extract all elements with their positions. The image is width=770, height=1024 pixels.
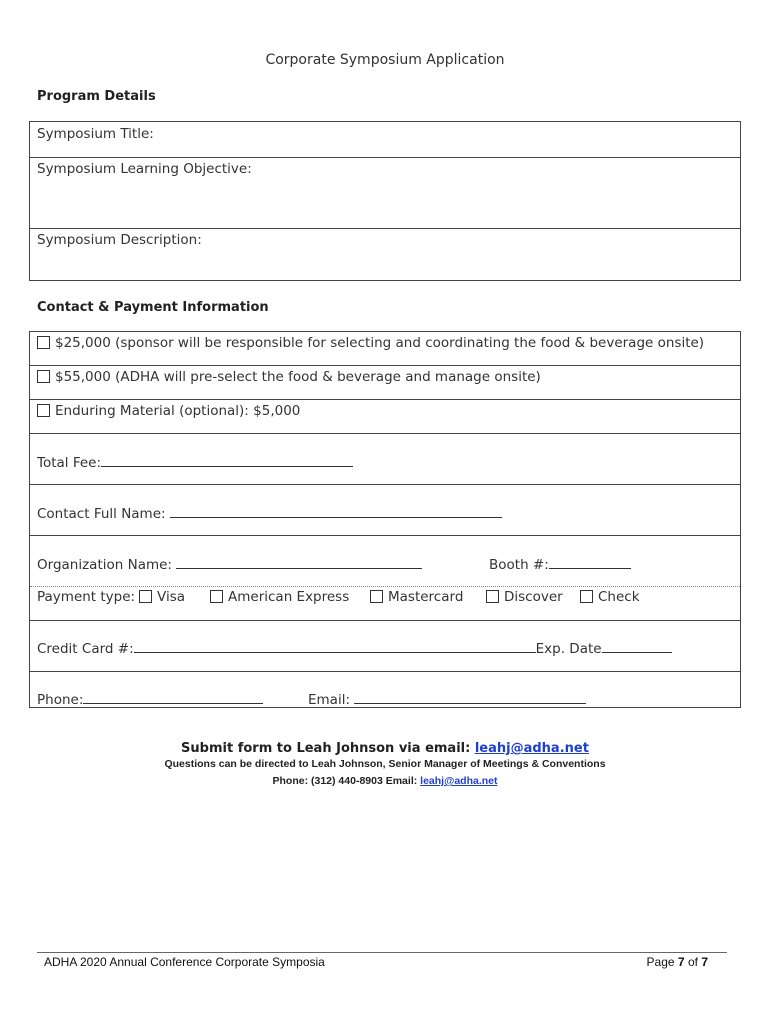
contact-name-label: Contact Full Name: <box>37 506 166 522</box>
symposium-title-row[interactable] <box>30 122 740 158</box>
booth-field[interactable] <box>549 556 631 569</box>
page-title: Corporate Symposium Application <box>265 52 505 68</box>
contact-payment-table <box>29 331 741 708</box>
option-3-label: Enduring Material (optional): $5,000 <box>55 403 301 419</box>
option-2-label: $55,000 (ADHA will pre-select the food & beverage and manage onsite) <box>55 369 541 385</box>
discover-label: Discover <box>504 589 563 605</box>
org-name-label: Organization Name: <box>37 557 172 573</box>
phone-email-note <box>0 775 770 787</box>
page-number <box>647 955 708 969</box>
phone-note-email-link[interactable]: leahj@adha.net <box>420 775 498 787</box>
payment-type-row <box>30 587 740 621</box>
page-of-label: of <box>687 955 698 969</box>
footer-divider <box>37 952 727 953</box>
option-2-checkbox[interactable] <box>37 370 50 383</box>
organization-row <box>30 536 740 587</box>
credit-card-field[interactable] <box>134 640 536 653</box>
option-3-checkbox[interactable] <box>37 404 50 417</box>
description-label: Symposium Description: <box>37 232 202 248</box>
exp-date-label: Exp. Date <box>535 641 602 657</box>
page-label: Page <box>646 955 675 969</box>
submit-text: Submit form to Leah Johnson via email: <box>181 741 471 756</box>
visa-checkbox[interactable] <box>139 590 152 603</box>
contact-name-field[interactable] <box>170 505 502 518</box>
phone-label: Phone: <box>37 692 84 708</box>
contact-name-row <box>30 485 740 536</box>
learning-objective-row[interactable] <box>30 158 740 229</box>
option-row-3 <box>30 400 740 434</box>
credit-card-row <box>30 621 740 672</box>
amex-checkbox[interactable] <box>210 590 223 603</box>
questions-note: Questions can be directed to Leah Johnson, Senior Manager of Meetings & Conventions <box>164 758 606 770</box>
phone-field[interactable] <box>83 691 263 704</box>
check-label: Check <box>598 589 640 605</box>
learning-objective-label: Symposium Learning Objective: <box>37 161 252 177</box>
phone-note-text: Phone: (312) 440-8903 Email: <box>272 775 418 787</box>
submit-instructions <box>0 741 770 756</box>
phone-email-row <box>30 672 740 708</box>
payment-type-label: Payment type: <box>37 589 136 605</box>
amex-label: American Express <box>228 589 350 605</box>
total-fee-field[interactable] <box>101 454 353 467</box>
section-heading-contact: Contact & Payment Information <box>37 300 269 315</box>
symposium-title-label: Symposium Title: <box>37 126 154 142</box>
option-1-checkbox[interactable] <box>37 336 50 349</box>
mastercard-label: Mastercard <box>388 589 464 605</box>
discover-checkbox[interactable] <box>486 590 499 603</box>
check-checkbox[interactable] <box>580 590 593 603</box>
total-fee-label: Total Fee: <box>37 455 102 471</box>
org-name-field[interactable] <box>176 556 422 569</box>
exp-date-field[interactable] <box>602 640 672 653</box>
booth-label: Booth #: <box>489 557 549 573</box>
option-row-1 <box>30 332 740 366</box>
section-heading-program: Program Details <box>37 89 156 104</box>
submit-email-link[interactable]: leahj@adha.net <box>474 741 589 756</box>
program-details-table <box>29 121 741 281</box>
visa-label: Visa <box>157 589 185 605</box>
credit-card-label: Credit Card #: <box>37 641 134 657</box>
footer-left-text: ADHA 2020 Annual Conference Corporate Symposia <box>44 955 325 969</box>
email-label: Email: <box>308 692 351 708</box>
description-row[interactable] <box>30 229 740 281</box>
page-current: 7 <box>677 955 685 969</box>
option-row-2 <box>30 366 740 400</box>
email-field[interactable] <box>354 691 586 704</box>
mastercard-checkbox[interactable] <box>370 590 383 603</box>
option-1-label: $25,000 (sponsor will be responsible for selecting and coordinating the food & beverage onsite) <box>55 335 705 351</box>
total-fee-row <box>30 434 740 485</box>
page-total: 7 <box>701 955 708 969</box>
